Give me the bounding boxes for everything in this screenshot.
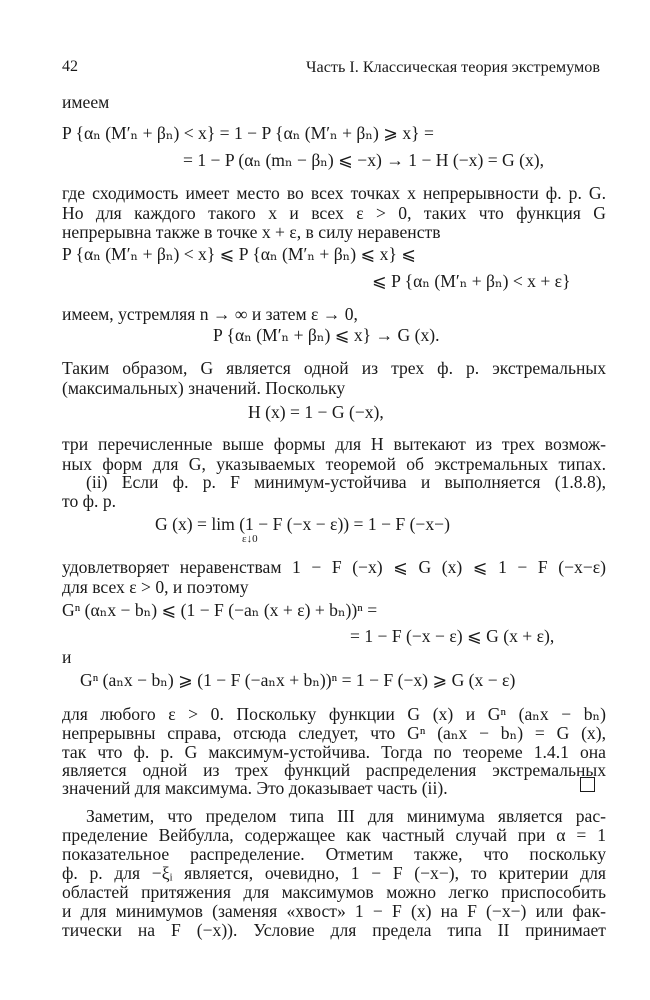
text-line: удовлетворяет неравенствам 1 − F (−x) ⩽ G (x) ⩽ 1 − F (−x−ε) [62,557,606,577]
text-line: (ii) Если ф. р. F минимум-устойчива и выполняется (1.8.8), [86,472,606,492]
text-line: и для минимумов (заменяя «хвост» 1 − F (x) на F (−x−) или фак- [62,901,606,921]
formula-line: = 1 − F (−x − ε) ⩽ G (x + ε), [350,626,555,646]
formula-line: = 1 − P (αₙ (mₙ − βₙ) ⩽ −x) → 1 − H (−x) = G (x), [183,150,545,170]
text-line: имеем [62,92,110,112]
formula-line: G (x) = lim (1 − F (−x − ε)) = 1 − F (−x−) [155,514,450,534]
formula-line: Gⁿ (aₙx − bₙ) ⩾ (1 − F (−aₙx + bₙ))ⁿ = 1 − F (−x) ⩾ G (x − ε) [80,670,516,690]
formula-line: Gⁿ (αₙx − bₙ) ⩽ (1 − F (−aₙ (x + ε) + bₙ))ⁿ = [62,600,378,620]
formula-line: P {αₙ (M′ₙ + βₙ) < x} = 1 − P {αₙ (M′ₙ + βₙ) ⩾ x} = [62,123,434,143]
text-line: для всех ε > 0, и поэтому [62,577,249,597]
text-line: непрерывна также в точке x + ε, в силу неравенств [62,222,441,242]
text-line: тически на F (−x)). Условие для предела типа II принимает [62,920,606,940]
text-line: (максимальных) значений. Поскольку [62,378,346,398]
text-line: областей притяжения для максимумов можно легко приспособить [62,882,606,902]
text-line: непрерывны справа, отсюда следует, что Gⁿ (aₙx − bₙ) = G (x), [62,723,606,743]
text-line: для любого ε > 0. Поскольку функции G (x) и Gⁿ (aₙx − bₙ) [62,704,606,724]
formula-line: ⩽ P {αₙ (M′ₙ + βₙ) < x + ε} [372,271,571,291]
page-number: 42 [62,58,78,75]
text-line: является одной из трех функций распределения экстремальных [62,760,606,780]
text-line: показательное распределение. Отметим также, что поскольку [62,844,606,864]
limit-subscript: ε↓0 [242,533,258,545]
qed-box-icon [580,777,595,792]
running-title: Часть I. Классическая теория экстремумов [306,58,601,76]
text-line: ных форм для G, указываемых теоремой об экстремальных типах. [62,454,606,474]
text-line: значений для максимума. Это доказывает часть (ii). [62,778,448,798]
text-line: так что ф. р. G максимум-устойчива. Тогда по теореме 1.4.1 она [62,742,606,762]
text-line: три перечисленные выше формы для H вытекают из трех возмож- [62,434,606,454]
text-line: ф. р. для −ξᵢ является, очевидно, 1 − F (−x−), то критерии для [62,863,606,883]
text-line: Таким образом, G является одной из трех ф. р. экстремальных [62,358,606,378]
text-line: то ф. р. [62,491,117,511]
text-line: Но для каждого такого x и всех ε > 0, таких что функция G [62,203,606,223]
text-line: где сходимость имеет место во всех точках x непрерывности ф. р. G. [62,183,606,203]
text-line: и [62,647,72,667]
text-line: Заметим, что пределом типа III для минимума является рас- [86,806,606,826]
formula-line: P {αₙ (M′ₙ + βₙ) ⩽ x} → G (x). [213,325,440,345]
formula-line: P {αₙ (M′ₙ + βₙ) < x} ⩽ P {αₙ (M′ₙ + βₙ) ⩽ x} ⩽ [62,244,417,264]
text-line: пределение Вейбулла, содержащее как частный случай при α = 1 [62,825,606,845]
formula-line: H (x) = 1 − G (−x), [248,402,384,422]
text-line: имеем, устремляя n → ∞ и затем ε → 0, [62,304,358,324]
